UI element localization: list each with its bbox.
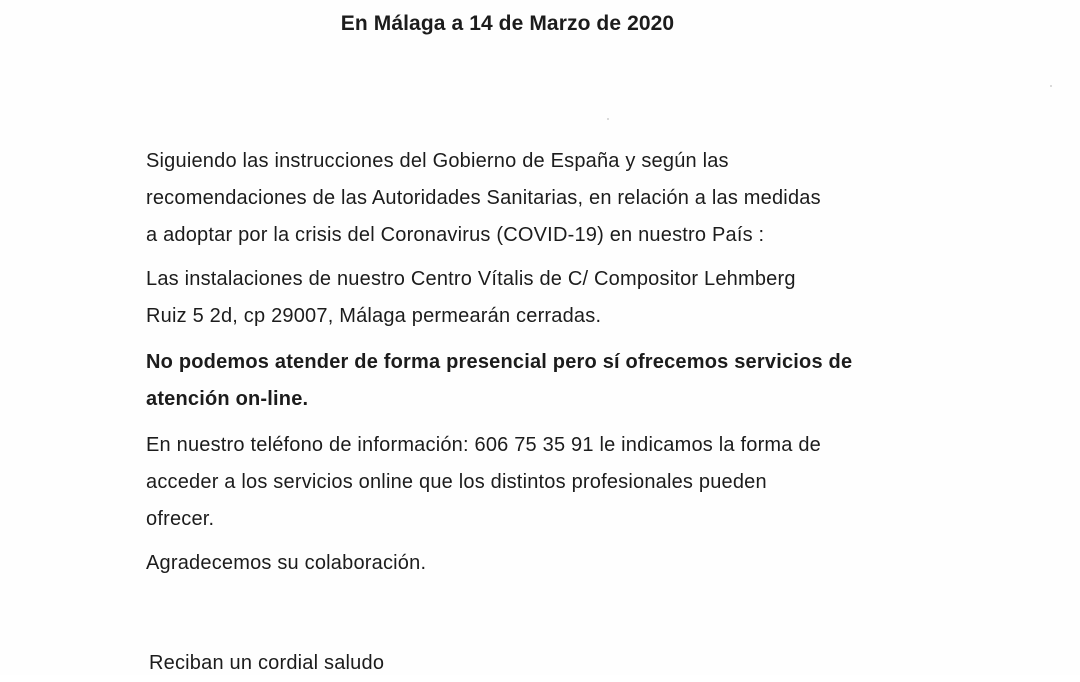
paragraph-online-services-bold [146, 344, 946, 418]
paragraph-phone-info [146, 427, 946, 538]
text-line: No podemos atender de forma presencial pero sí ofrecemos servicios de [146, 351, 853, 373]
text-line: Agradecemos su colaboración. [146, 552, 427, 574]
paragraph-closure-notice [146, 261, 946, 335]
closing-salutation [149, 645, 949, 682]
text-line: atención on-line. [146, 388, 309, 410]
paragraph-thanks [146, 545, 946, 582]
text-line: ofrecer. [146, 508, 215, 530]
text-line: Reciban un cordial saludo [149, 652, 385, 674]
text-line: a adoptar por la crisis del Coronavirus (COVID-19) en nuestro País : [146, 224, 765, 246]
text-line: En nuestro teléfono de información: 606 75 35 91 le indicamos la forma de [146, 434, 822, 456]
text-line: Ruiz 5 2d, cp 29007, Málaga permearán cerradas. [146, 305, 602, 327]
text-line: acceder a los servicios online que los distintos profesionales pueden [146, 471, 767, 493]
scan-speck [1050, 85, 1052, 87]
paragraph-instructions [146, 143, 946, 254]
text-line: Siguiendo las instrucciones del Gobierno de España y según las [146, 150, 729, 172]
text-line: recomendaciones de las Autoridades Sanitarias, en relación a las medidas [146, 187, 821, 209]
text-line: Las instalaciones de nuestro Centro Vítalis de C/ Compositor Lehmberg [146, 268, 796, 290]
letter-date-heading: En Málaga a 14 de Marzo de 2020 [340, 12, 675, 35]
scan-speck [607, 118, 609, 120]
